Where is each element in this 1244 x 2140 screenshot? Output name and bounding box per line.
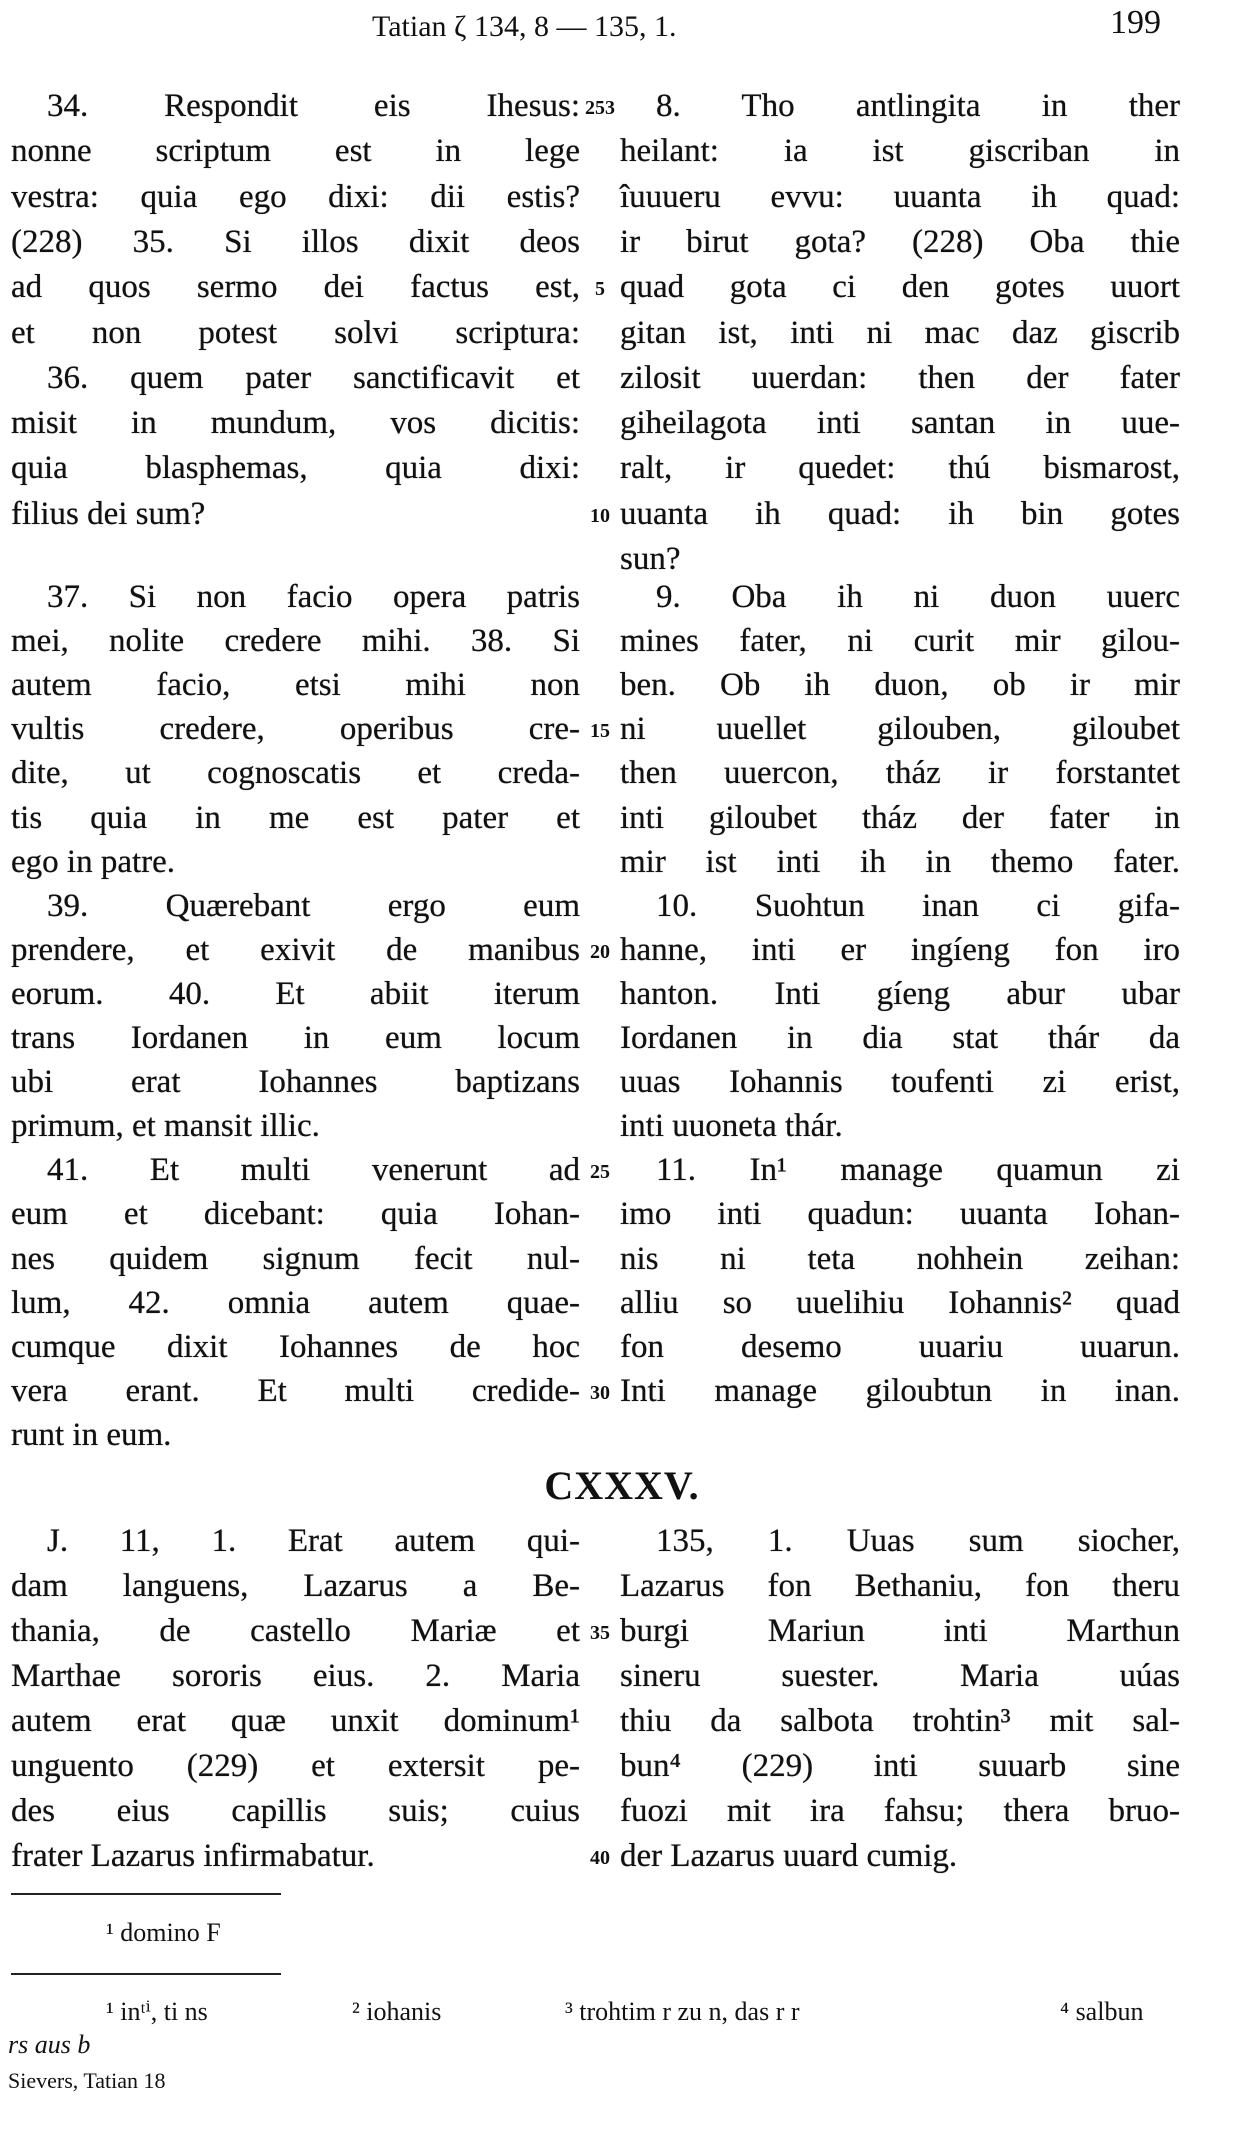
right-column-line: Lazarus fon Bethaniu, fon theru	[620, 1568, 1180, 1604]
line-number-marker: 40	[590, 1847, 610, 1869]
left-column-line: nonne scriptum est in lege	[11, 133, 580, 170]
right-column-line: hanton. Inti gíeng abur ubar	[620, 975, 1180, 1012]
left-column-line: Marthae sororis eius. 2. Maria	[11, 1658, 580, 1694]
left-column-line: unguento (229) et extersit pe-	[11, 1748, 580, 1784]
right-column-line: inti giloubet tház der fater in	[620, 799, 1180, 836]
footnote-german-1: ¹ inᵗⁱ, ti ns	[106, 1997, 208, 2026]
line-number-marker: 5	[595, 278, 605, 301]
running-title: Tatian ζ 134, 8 — 135, 1.	[372, 10, 677, 43]
right-column-line: quad gota ci den gotes uuort	[620, 269, 1180, 306]
left-column-line: (228) 35. Si illos dixit deos	[11, 223, 580, 260]
right-column-line: bun⁴ (229) inti suuarb sine	[620, 1748, 1180, 1784]
right-column-line: mir ist inti ih in themo fater.	[620, 843, 1180, 880]
right-column-line: 10. Suohtun inan ci gifa-	[656, 887, 1180, 924]
left-column-line: J. 11, 1. Erat autem qui-	[47, 1523, 580, 1559]
right-column-line: thiu da salbota trohtin³ mit sal-	[620, 1703, 1180, 1739]
left-column-line: trans Iordanen in eum locum	[11, 1020, 580, 1056]
right-column-line: 8. Tho antlingita in ther	[656, 88, 1180, 124]
right-column-line: sun?	[620, 541, 681, 577]
right-column-line: giheilagota inti santan in uue-	[620, 405, 1180, 442]
footnote-german-3: ³ trohtim r zu n, das r r	[565, 1997, 800, 2026]
left-column-line: ad quos sermo dei factus est,	[11, 269, 580, 306]
right-column-line: heilant: ia ist giscriban in	[620, 133, 1180, 170]
footnote-rule-german	[11, 1973, 281, 1975]
left-column-line: eum et dicebant: quia Iohan-	[11, 1196, 580, 1233]
line-number-marker: 20	[590, 940, 610, 963]
left-column-line: ego in patre.	[11, 843, 176, 880]
right-column-line: Inti manage giloubtun in inan.	[620, 1372, 1180, 1409]
right-column-line: ir birut gota? (228) Oba thie	[620, 223, 1180, 260]
right-column-line: burgi Mariun inti Marthun	[620, 1613, 1180, 1649]
left-column-line: vestra: quia ego dixi: dii estis?	[11, 178, 580, 215]
right-column-line: nis ni teta nohhein zeihan:	[620, 1240, 1180, 1277]
right-column-line: hanne, inti er ingíeng fon iro	[620, 931, 1180, 968]
right-column-line: Iordanen in dia stat thár da	[620, 1020, 1180, 1056]
right-column-line: ben. Ob ih duon, ob ir mir	[620, 667, 1180, 704]
right-column-line: ralt, ir quedet: thú bismarost,	[620, 450, 1180, 487]
right-column-line: ni uuellet gilouben, giloubet	[620, 711, 1180, 748]
right-column-line: 135, 1. Uuas sum siocher,	[656, 1523, 1180, 1559]
right-column-line: der Lazarus uuard cumig.	[620, 1838, 958, 1874]
footnote-german-4: ⁴ salbun	[1060, 1997, 1144, 2026]
left-column-line: 39. Quærebant ergo eum	[47, 887, 580, 924]
left-column-line: lum, 42. omnia autem quae-	[11, 1284, 580, 1321]
right-column-line: uuas Iohannis toufenti zi erist,	[620, 1064, 1180, 1101]
signature-line: Sievers, Tatian 18	[8, 2068, 166, 2093]
footnote-rule-latin	[11, 1893, 281, 1895]
footnote-latin-1: ¹ domino F	[106, 1918, 221, 1947]
line-number-marker: 253	[585, 97, 615, 119]
footnote-german-1-continued: rs aus b	[8, 2030, 91, 2059]
left-column-line: et non potest solvi scriptura:	[11, 314, 580, 351]
right-column-line: fon desemo uuariu uuarun.	[620, 1328, 1180, 1365]
left-column-line: eorum. 40. Et abiit iterum	[11, 975, 580, 1012]
line-number-marker: 30	[590, 1381, 610, 1404]
right-column-line: 9. Oba ih ni duon uuerc	[656, 579, 1180, 615]
left-column-line: quia blasphemas, quia dixi:	[11, 450, 580, 487]
left-column-line: 37. Si non facio opera patris	[47, 579, 580, 615]
left-column-line: 34. Respondit eis Ihesus:	[47, 88, 580, 124]
line-number-marker: 35	[590, 1622, 610, 1644]
left-column-line: runt in eum.	[11, 1416, 172, 1453]
footnote-german-2: ² iohanis	[352, 1997, 442, 2026]
line-number-marker: 15	[590, 720, 610, 743]
left-column-line: misit in mundum, vos dicitis:	[11, 405, 580, 442]
right-column-line: zilosit uuerdan: then der fater	[620, 359, 1180, 396]
line-number-marker: 25	[590, 1161, 610, 1184]
right-column-line: îuuueru evvu: uuanta ih quad:	[620, 178, 1180, 215]
line-number-marker: 10	[590, 504, 610, 527]
left-column-line: autem erat quæ unxit dominum¹	[11, 1703, 580, 1739]
right-column-line: sineru suester. Maria uúas	[620, 1658, 1180, 1694]
right-column-line: uuanta ih quad: ih bin gotes	[620, 495, 1180, 532]
right-column-line: fuozi mit ira fahsu; thera bruo-	[620, 1793, 1180, 1829]
left-column-line: vera erant. Et multi credide-	[11, 1372, 580, 1409]
left-column-line: dite, ut cognoscatis et creda-	[11, 755, 580, 792]
right-column-line: inti uuoneta thár.	[620, 1108, 843, 1145]
left-column-line: thania, de castello Mariæ et	[11, 1613, 580, 1649]
right-column-line: alliu so uuelihiu Iohannis² quad	[620, 1284, 1180, 1321]
right-column-line: 11. In¹ manage quamun zi	[656, 1152, 1180, 1189]
right-column-line: mines fater, ni curit mir gilou-	[620, 623, 1180, 660]
left-column-line: dam languens, Lazarus a Be-	[11, 1568, 580, 1604]
page-number: 199	[1110, 4, 1161, 41]
left-column-line: mei, nolite credere mihi. 38. Si	[11, 623, 580, 660]
left-column-line: vultis credere, operibus cre-	[11, 711, 580, 748]
left-column-line: filius dei sum?	[11, 495, 206, 532]
left-column-line: prendere, et exivit de manibus	[11, 931, 580, 968]
left-column-line: 41. Et multi venerunt ad	[47, 1152, 580, 1189]
left-column-line: nes quidem signum fecit nul-	[11, 1240, 580, 1277]
left-column-line: frater Lazarus infirmabatur.	[11, 1838, 375, 1874]
right-column-line: imo inti quadun: uuanta Iohan-	[620, 1196, 1180, 1233]
left-column-line: autem facio, etsi mihi non	[11, 667, 580, 704]
right-column-line: then uuercon, tház ir forstantet	[620, 755, 1180, 792]
left-column-line: ubi erat Iohannes baptizans	[11, 1064, 580, 1101]
left-column-line: cumque dixit Iohannes de hoc	[11, 1328, 580, 1365]
left-column-line: tis quia in me est pater et	[11, 799, 580, 836]
left-column-line: primum, et mansit illic.	[11, 1108, 320, 1145]
left-column-line: 36. quem pater sanctificavit et	[47, 359, 580, 396]
right-column-line: gitan ist, inti ni mac daz giscrib	[620, 314, 1180, 351]
left-column-line: des eius capillis suis; cuius	[11, 1793, 580, 1829]
section-heading: CXXXV.	[544, 1463, 700, 1508]
